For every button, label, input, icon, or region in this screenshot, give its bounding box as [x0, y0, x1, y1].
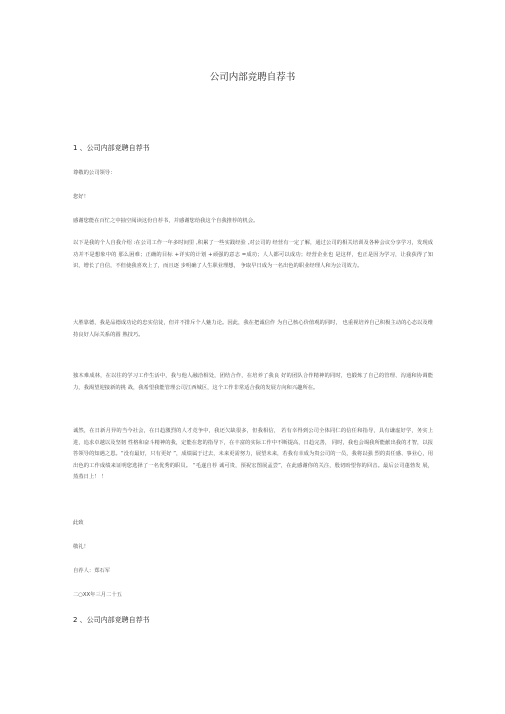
- paragraph-conclusion: 诚然，在日新月异的当今社会，在日趋激烈的人才竞争中，我还欠缺很多，但我相信， 若有幸得到公司全体同仁的信任和指导，具有谦虚好学，务实上进，追求卓越以及坚韧 性格和奋斗精神的我，定能在您的指导下，在丰富的实际工作中不断提高，日趋完善， 同时，我也会竭我所能献出我的才智，以报答领导的知遇之恩。“没有最好，只有更好 ”，成绩属于过去，未来更需努力，展望未来，若我有幸成为贵公司的一员，我将以强 烈的责任感、事业心，用出色的工作成绩来证明您选择了一名优秀的职员。 “毛遂自荐 诚可贵，预祝宏图展孟尝”，在此感谢你的关注，殷切盼望你的回音。最后公司蓬勃发 展，蒸蒸日上！ ！: [73, 428, 433, 481]
- closing-cizhi: 此致: [73, 520, 84, 526]
- section-heading-1: 1 、公司内部竞聘自荐书: [73, 144, 150, 152]
- paragraph-teamwork: 独木难成林，在以往的学习工作生活中，我与他人融洽相处，团结合作，在培养了我良 好的团队合作精神的同时，也锻炼了自己的管理、沟通和协调能力，我渴望迎接新的挑 战，我希望我能管理公司江西城区，这个工作非常适合我的发展方向和兴趣所在。: [73, 373, 433, 391]
- section-heading-2: 2 、公司内部竞聘自荐书: [73, 616, 150, 624]
- paragraph-self-intro: 以下是我的个人自我介绍 :在公司工作一年多时间里 ,积累了一些实践经验 ,对公司的 经营有一定了解，通过公司的相关培训及各种会议分享学习，发现成功并不是想象中的 那么困难；正确的目标 +详实的计划 +顽强的意志 =成功；人人都可以成功；经营企业也 是这样，也正是因为学习，让我获得了知识，增长了自信，不但使我喜欢上了，而且逐 步明确了人生职业理想， 争取早日成为一名出色的职业经理人和为公司效力。: [73, 240, 433, 270]
- document-title: 公司内部竞聘自荐书: [209, 72, 296, 83]
- date-line: 二○XX年三月二十五: [73, 592, 122, 598]
- closing-jingli: 敬礼！: [73, 544, 89, 550]
- salutation: 尊敬的公司领导：: [73, 170, 116, 176]
- thanks-line: 感谢您能在百忙之中抽空阅读这份自荐书，并感谢您给我这个自我推荐的机会。: [73, 218, 259, 224]
- paragraph-character: 大胜靠德，我是品德成功论的忠实信徒，但并不排斥个人魅力论。因此，我在把诚信作 为自己核心价值观的同时， 也重视培养自己积极主动的心态以及维持良好人际关系的圆 熟技巧。: [73, 320, 433, 338]
- signer-line: 自荐人：郑石军: [73, 568, 111, 574]
- greeting: 您好！: [73, 194, 89, 200]
